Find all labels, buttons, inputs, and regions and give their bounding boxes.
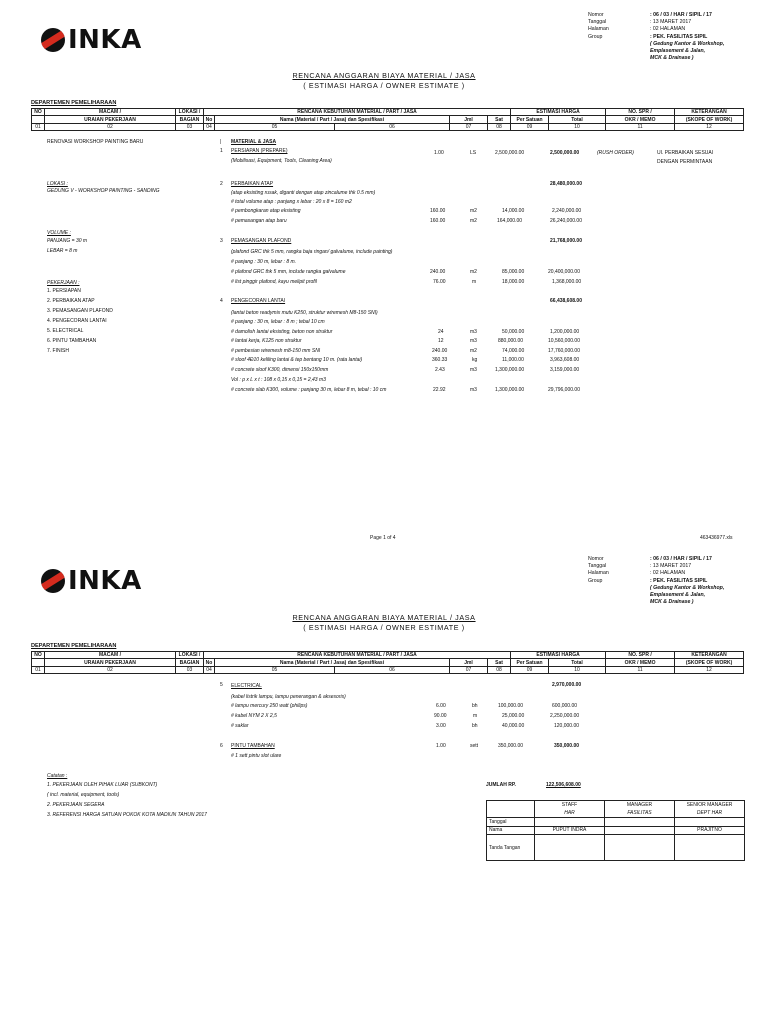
subitem-total: 3,963,608.00 bbox=[550, 357, 580, 363]
sign-nama-label: Nama bbox=[487, 826, 535, 835]
subitem-total: 120,000.00 bbox=[554, 723, 580, 729]
item-name: PENGECORAN LANTAI bbox=[231, 298, 286, 304]
table-header: NO MACAM / LOKASI / RENCANA KEBUTUHAN MATERIAL / PART / JASA ESTIMASI HARGA NO. SPR / KETERANGAN URAIAN PEKERJAAN BAGIAN No Nama (Material / Part / Jasa) dan Spesifikasi Jml Sat Per Satuan Total OKR / MEMO (SKOPE OF WORK) 01 02 03 04 05 06 07 08 09 10 11 12 bbox=[31, 651, 744, 674]
subitem-total: 1,200,000.00 bbox=[550, 329, 580, 335]
item-spec: # panjang : 30 m, lebar : 8 m ; tebal 10 cm bbox=[231, 319, 325, 325]
nomor-value: : 06 / 03 / HAR / SIPIL / 17 bbox=[650, 12, 712, 18]
inka-logo bbox=[41, 27, 171, 53]
subitem-total: 20,400,000.00 bbox=[548, 269, 580, 275]
nomor-label: Nomor bbox=[588, 12, 604, 18]
item-total: 350,000.00 bbox=[554, 743, 580, 749]
inka-logo bbox=[41, 568, 171, 594]
item-no: 4 bbox=[220, 298, 223, 304]
sign-ttd-label: Tanda Tangan bbox=[487, 835, 535, 861]
item-no: 2 bbox=[220, 181, 223, 187]
page-1: INKA Nomor : 06 / 03 / HAR / SIPIL / 17 Tanggal : 13 MARET 2017 Halaman : 02 HALAMAN Group : PEK. FASILITAS SIPIL ( Gedung Kantor & Workshop, Emplasement & Jalan, MCK & Drainase ) RENCANA ANGGARAN BIAYA MATERIAL / JASA ( ESTIMASI HARGA / OWNER ESTIMATE ) DEPARTEMEN PEMELIHARAAN NO MACAM / LOKASI / RENCANA KEBUTUHAN MATERIAL / PART / JASA ESTIMASI HARGA NO. SPR / KETERANGAN URAIAN PEKERJAAN BAGIAN No Nama (Material / Part / Jasa) dan Spesifikasi Jml Sat Per Satuan Total OKR / MEMO (SKOPE OF WORK) 01 02 03 04 05 06 07 08 09 10 11 12 RENOVASI WORKSHOP PAINTING BARU LOKASI : GEDUNG V - WORKSHOP PAINTING - SANDING VOLUME : PANJANG = 30 m LEBAR = 8 m PEKERJAAN : 1. PERSIAPAN 2. PERBAIKAN ATAP 3. PEMASANGAN PLAFOND 4. PENGECORAN LANTAI 5. ELECTRICAL 6. PINTU TAMBAHAN 7. FINISH | MATERIAL & JASA 1 PERSIAPAN (PREPARE) (Mobilisasi, Equipment, Tools, Cleaning Area) 1.00 LS 2,500,000.00 2,500,000.00 (RUSH ORDER) UI. PERBAIKAN SESUAI DENGAN PERMINTAAN 2 PERBAIKAN ATAP 28,480,000.00 (atap eksisting rusak, diganti dengan atap zincalume thk 0.5 mm) # total volume atap : panjang x lebar : 20 x 8 = 160 m2 # pembongkaran atap eksisting 160.00 m2 14,000.00 2,240,000.00 # pemasangan atap baru 160.00 m2 164,000.00 26,240,000.00 3 PEMASANGAN PLAFOND 21,768,000.00 (plafond GRC thk 5 mm, rangka baja ringan/ galvalume, include painting) # panjang : 30 m, lebar : 8 m. # plafond GRC thk 5 mm, include rangka galvalume 240.00 m2 85,000.00 20,400,000.00 # list pinggir plafond, kayu melipit profil 76.00 m 18,000.00 1,368,000.00 4 PENGECORAN LANTAI 66,438,608.00 (lantai beton readymix mutu K250, struktur wiremesh M8-150 SNI) # panjang : 30 m, lebar : 8 m ; tebal 10 cm # damolish lantai eksisting, beton non struktur 24 m3 50,000.00 1,200,000.00 # lantai kerja, K125 non struktur 12 m3 880,000.00 10,560,000.00 # pembesian wiremesh m8-150 mm SNI 240.00 m2 74,000.00 17,760,000.00 # sloof 4Ð10 keliling lantai & tep bentang 10 m. (rata lantai) 360.33 kg 11,000.00 3,963,608.00 # concrete sloof K300, dimensi 150x150mm 2.43 m3 1,300,000.00 3,159,000.00 Vol : p x L x t : 108 x 0,15 x 0,15 = 2,43 m3 # concrete slab K300, volume : panjang 30 m, lebar 8 m, tebal : 10 cm 22.92 m3 1,300,000.00 29,796,000.00 Page 1 of 4 463436977.xls bbox=[0, 0, 768, 510]
col-lokasi: LOKASI / bbox=[176, 109, 204, 116]
group-detail-1: ( Gedung Kantor & Workshop, bbox=[650, 40, 725, 47]
subitem-jml: 24 bbox=[438, 329, 444, 335]
work-title: RENOVASI WORKSHOP PAINTING BARU bbox=[47, 139, 144, 145]
subitem-name: # sloof 4Ð10 keliling lantai & tep bentang 10 m. (rata lantai) bbox=[231, 357, 363, 363]
subitem-per-satuan: 1,300,000.00 bbox=[495, 367, 525, 373]
col-sat: Sat bbox=[488, 116, 511, 123]
group-detail-3: MCK & Drainase ) bbox=[650, 55, 694, 62]
subitem-per-satuan: 11,000.00 bbox=[502, 357, 524, 363]
subitem-total: 2,240,000.00 bbox=[552, 208, 582, 214]
subitem-name: # pembongkaran atap eksisting bbox=[231, 208, 301, 214]
subitem-total: 2,250,000.00 bbox=[550, 713, 580, 719]
group-value: : PEK. FASILITAS SIPIL bbox=[650, 33, 708, 40]
col-jml: Jml bbox=[450, 116, 488, 123]
inka-logo-icon bbox=[41, 28, 65, 52]
col-rencana: RENCANA KEBUTUHAN MATERIAL / PART / JASA bbox=[204, 109, 511, 116]
group-label: Group bbox=[588, 33, 603, 40]
item-spec: (kabel listrik lampu, lampu penerangan & aksesoris) bbox=[231, 694, 346, 700]
sign-senior-title: SENIOR MANAGER bbox=[675, 801, 745, 810]
pekerjaan-item: 1. PERSIAPAN bbox=[47, 288, 81, 294]
item-name: ELECTRICAL bbox=[231, 683, 262, 689]
note-item: 2. PEKERJAAN SEGERA bbox=[47, 802, 105, 808]
subitem-name: # plafond GRC thk 5 mm, include rangka galvalume bbox=[231, 269, 346, 275]
lokasi-heading: LOKASI : bbox=[47, 181, 68, 187]
doc-subtitle: ( ESTIMASI HARGA / OWNER ESTIMATE ) bbox=[303, 623, 465, 632]
subitem-per-satuan: 85,000.00 bbox=[502, 269, 525, 275]
item-spec: # total volume atap : panjang x lebar : 20 x 8 = 160 m2 bbox=[231, 199, 352, 205]
item-total: 2,500,000.00 bbox=[550, 150, 580, 156]
col-no2: No bbox=[204, 116, 215, 123]
item-spec: # panjang : 30 m, lebar : 8 m. bbox=[231, 259, 297, 265]
note-item: 3. REFERENSI HARGA SATUAN POKOK KOTA MADIUN TAHUN 2017 bbox=[47, 812, 207, 818]
subitem-sat: m3 bbox=[470, 329, 477, 335]
tanggal-label: Tanggal bbox=[588, 19, 607, 26]
note-item: 1. PEKERJAAN OLEH PIHAK LUAR (SUBKONT) bbox=[47, 782, 158, 788]
subitem-per-satuan: 18,000.00 bbox=[502, 279, 525, 285]
subitem-per-satuan: 40,000.00 bbox=[502, 723, 525, 729]
item-keterangan: UI. PERBAIKAN SESUAI bbox=[657, 150, 714, 156]
col-num: 06 bbox=[335, 123, 450, 130]
page-2 bbox=[0, 548, 768, 1024]
halaman-label: Halaman bbox=[588, 26, 609, 33]
subitem-name: # lampu mercury 250 watt (philips) bbox=[231, 703, 308, 709]
tanggal-value: : 13 MARET 2017 bbox=[650, 19, 692, 26]
pekerjaan-item: 5. ELECTRICAL bbox=[47, 328, 84, 334]
table-header bbox=[31, 108, 744, 131]
logo-text: INKA bbox=[68, 566, 142, 596]
col-skope: (SKOPE OF WORK) bbox=[675, 116, 744, 123]
sign-senior-unit: DEPT HAR bbox=[675, 809, 745, 818]
pekerjaan-item: 2. PERBAIKAN ATAP bbox=[47, 298, 95, 304]
subitem-per-satuan: 100,000.00 bbox=[498, 703, 524, 709]
item-spec: # 1 sett pintu slot ulare bbox=[231, 753, 282, 759]
department-label: DEPARTEMEN PEMELIHARAAN bbox=[31, 643, 117, 649]
subitem-per-satuan: 74,000.00 bbox=[502, 348, 525, 354]
subitem-jml: 240.00 bbox=[432, 348, 448, 354]
subitem-per-satuan: 50,000.00 bbox=[502, 329, 525, 335]
item-name: PERBAIKAN ATAP bbox=[231, 181, 274, 187]
item-per-satuan: 2,500,000.00 bbox=[495, 150, 525, 156]
subitem-jml: 90.00 bbox=[434, 713, 447, 719]
pekerjaan-heading: PEKERJAAN : bbox=[47, 280, 80, 286]
doc-title: RENCANA ANGGARAN BIAYA MATERIAL / JASA bbox=[292, 613, 476, 622]
col-per-satuan: Per Satuan bbox=[511, 116, 549, 123]
department-label: DEPARTEMEN PEMELIHARAAN bbox=[31, 100, 117, 106]
col-macam: MACAM / bbox=[45, 109, 176, 116]
subitem-sat: m3 bbox=[470, 338, 477, 344]
subitem-total: 26,240,000.00 bbox=[550, 218, 582, 224]
subitem-name: # concrete slab K300, volume : panjang 30 m, lebar 8 m, tebal : 10 cm bbox=[231, 387, 387, 393]
item-sat: sett bbox=[470, 743, 479, 749]
col-num: 04 bbox=[204, 123, 215, 130]
col-total: Total bbox=[549, 116, 606, 123]
subitem-name: # pemasangan atap baru bbox=[231, 218, 287, 224]
col-num: 01 bbox=[32, 123, 45, 130]
subitem-sat: m3 bbox=[470, 367, 477, 373]
pekerjaan-item: 7. FINISH bbox=[47, 348, 69, 354]
subitem-jml: 3.00 bbox=[436, 723, 446, 729]
subitem-per-satuan: 164,000.00 bbox=[497, 218, 523, 224]
subitem-total: 1,368,000.00 bbox=[552, 279, 582, 285]
col-uraian: URAIAN PEKERJAAN bbox=[45, 116, 176, 123]
notes-heading: Catatan : bbox=[47, 773, 68, 779]
subitem-per-satuan: 1,300,000.00 bbox=[495, 387, 525, 393]
subitem-jml: 240.00 bbox=[430, 269, 446, 275]
subitem-sat: m2 bbox=[470, 348, 477, 354]
group-detail-2: Emplasement & Jalan, bbox=[650, 47, 706, 54]
sign-staff-title: STAFF bbox=[535, 801, 605, 810]
logo-text: INKA bbox=[68, 25, 142, 55]
subitem-jml: 160.00 bbox=[430, 208, 446, 214]
item-spec: (lantai beton readymix mutu K250, struktur wiremesh M8-150 SNI) bbox=[231, 310, 378, 316]
item-no: 1 bbox=[220, 148, 223, 154]
item-keterangan: DENGAN PERMINTAAN bbox=[657, 159, 713, 165]
item-spec: (plafond GRC thk 5 mm, rangka baja ringan/ galvalume, include painting) bbox=[231, 249, 393, 255]
inka-logo-icon bbox=[41, 569, 65, 593]
subitem-sat: bh bbox=[472, 703, 478, 709]
item-name: PINTU TAMBAHAN bbox=[231, 743, 275, 749]
item-no: 6 bbox=[220, 743, 223, 749]
item-jml: 1.00 bbox=[434, 150, 444, 156]
col-num: 03 bbox=[176, 123, 204, 130]
pekerjaan-item: 4. PENGECORAN LANTAI bbox=[47, 318, 107, 324]
subitem-jml: 160.00 bbox=[430, 218, 446, 224]
sign-manager-title: MANAGER bbox=[605, 801, 675, 810]
doc-subtitle: ( ESTIMASI HARGA / OWNER ESTIMATE ) bbox=[303, 81, 465, 90]
subitem-sat: bh bbox=[472, 723, 478, 729]
subitem-total: 3,159,000.00 bbox=[550, 367, 580, 373]
item-name: PEMASANGAN PLAFOND bbox=[231, 238, 292, 244]
subitem-name: # damolish lantai eksisting, beton non struktur bbox=[231, 329, 333, 335]
subitem-jml: 12 bbox=[438, 338, 444, 344]
col-nama: Nama (Material / Part / Jasa) dan Spesifikasi bbox=[215, 116, 450, 123]
subitem-name: # lantai kerja, K125 non struktur bbox=[231, 338, 302, 344]
subitem-total: 10,560,000.00 bbox=[548, 338, 580, 344]
item-per-satuan: 350,000.00 bbox=[498, 743, 524, 749]
subitem-per-satuan: 25,000.00 bbox=[502, 713, 525, 719]
col-okr: OKR / MEMO bbox=[606, 116, 675, 123]
subitem-total: 17,760,000.00 bbox=[548, 348, 580, 354]
volume-panjang: PANJANG = 30 m bbox=[47, 238, 88, 244]
doc-title: RENCANA ANGGARAN BIAYA MATERIAL / JASA bbox=[292, 71, 476, 80]
col-num: 11 bbox=[606, 123, 675, 130]
subitem-per-satuan: 14,000.00 bbox=[502, 208, 525, 214]
jumlah-value: 122,506,608.00 bbox=[546, 782, 581, 788]
col-num: 05 bbox=[215, 123, 335, 130]
sign-manager-unit: FASILITAS bbox=[605, 809, 675, 818]
col-no: NO bbox=[32, 109, 45, 116]
subitem-name: # saklar bbox=[231, 723, 249, 729]
col-num: 10 bbox=[549, 123, 606, 130]
item-no: 3 bbox=[220, 238, 223, 244]
subitem-jml: 76.00 bbox=[433, 279, 446, 285]
sign-tanggal-label: Tanggal bbox=[487, 818, 535, 827]
item-total: 2,970,000.00 bbox=[552, 682, 582, 688]
item-total: 28,480,000.00 bbox=[550, 181, 582, 187]
subitem-total: 29,796,000.00 bbox=[548, 387, 580, 393]
sign-senior-name: PRAJITNO bbox=[675, 826, 745, 835]
col-num: 08 bbox=[488, 123, 511, 130]
volume-heading: VOLUME : bbox=[47, 230, 71, 236]
col-num: 12 bbox=[675, 123, 744, 130]
note-item: ( incl. material, equipment, tools) bbox=[47, 792, 120, 798]
subitem-total: 600,000.00 bbox=[552, 703, 578, 709]
subitem-sat: m bbox=[473, 713, 478, 719]
col-spr: NO. SPR / bbox=[606, 109, 675, 116]
subitem-sat: m2 bbox=[470, 218, 477, 224]
item-spec: (Mobilisasi, Equipment, Tools, Cleaning Area) bbox=[231, 158, 332, 164]
subitem-name: # pembesian wiremesh m8-150 mm SNI bbox=[231, 348, 321, 354]
subitem-sat: kg bbox=[472, 357, 478, 363]
subitem-jml: 2.43 bbox=[435, 367, 445, 373]
col-estimasi: ESTIMASI HARGA bbox=[511, 109, 606, 116]
col-keterangan: KETERANGAN bbox=[675, 109, 744, 116]
subitem-jml: 22.92 bbox=[433, 387, 446, 393]
jumlah-label: JUMLAH RP. bbox=[486, 782, 516, 788]
subitem-name: # kabel NYM 2 X 2,5 bbox=[231, 713, 277, 719]
item-spec: (atap eksisting rusak, diganti dengan atap zincalume thk 0.5 mm) bbox=[231, 190, 376, 196]
sign-staff-name: PUPUT INDRA bbox=[535, 826, 605, 835]
lokasi-value: GEDUNG V - WORKSHOP PAINTING - SANDING bbox=[47, 188, 160, 194]
item-total: 21,768,000.00 bbox=[550, 238, 582, 244]
item-jml: 1.00 bbox=[436, 743, 446, 749]
document-meta: Nomor : 06 / 03 / HAR / SIPIL / 17 Tanggal : 13 MARET 2017 Halaman : 02 HALAMAN Group : PEK. FASILITAS SIPIL ( Gedung Kantor & Workshop, Emplasement & Jalan, MCK & Drainase ) bbox=[588, 556, 725, 606]
item-spr: (RUSH ORDER) bbox=[597, 150, 634, 156]
col-num: 07 bbox=[450, 123, 488, 130]
signature-table bbox=[486, 800, 745, 861]
subitem-sat: m bbox=[472, 279, 477, 285]
subitem-jml: 6.00 bbox=[436, 703, 446, 709]
col-num: 02 bbox=[45, 123, 176, 130]
subitem-sat: m2 bbox=[470, 208, 477, 214]
pekerjaan-item: 3. PEMASANGAN PLAFOND bbox=[47, 308, 113, 314]
material-heading: MATERIAL & JASA bbox=[231, 139, 277, 145]
item-name: PERSIAPAN (PREPARE) bbox=[231, 148, 288, 154]
halaman-value: : 02 HALAMAN bbox=[650, 26, 686, 33]
item-total: 66,438,608.00 bbox=[550, 298, 582, 304]
item-no: 5 bbox=[220, 682, 223, 688]
subitem-sat: m3 bbox=[470, 387, 477, 393]
document-meta bbox=[588, 12, 768, 62]
volume-lebar: LEBAR = 8 m bbox=[47, 248, 78, 254]
subitem-jml: 360.33 bbox=[432, 357, 448, 363]
pekerjaan-item: 6. PINTU TAMBAHAN bbox=[47, 338, 97, 344]
subitem-per-satuan: 880,000.00 bbox=[498, 338, 524, 344]
subitem-name: # list pinggir plafond, kayu melipit profil bbox=[231, 279, 317, 285]
page-number: Page 1 of 4 bbox=[370, 535, 396, 541]
subitem-name: # concrete sloof K300, dimensi 150x150mm bbox=[231, 367, 329, 373]
file-name: 463436977.xls bbox=[700, 535, 733, 541]
item-spec: Vol : p x L x t : 108 x 0,15 x 0,15 = 2,43 m3 bbox=[231, 377, 326, 383]
item-sat: LS bbox=[470, 150, 477, 156]
subitem-sat: m2 bbox=[470, 269, 477, 275]
sign-staff-unit: HAR bbox=[535, 809, 605, 818]
col-num: 09 bbox=[511, 123, 549, 130]
col-bagian: BAGIAN bbox=[176, 116, 204, 123]
